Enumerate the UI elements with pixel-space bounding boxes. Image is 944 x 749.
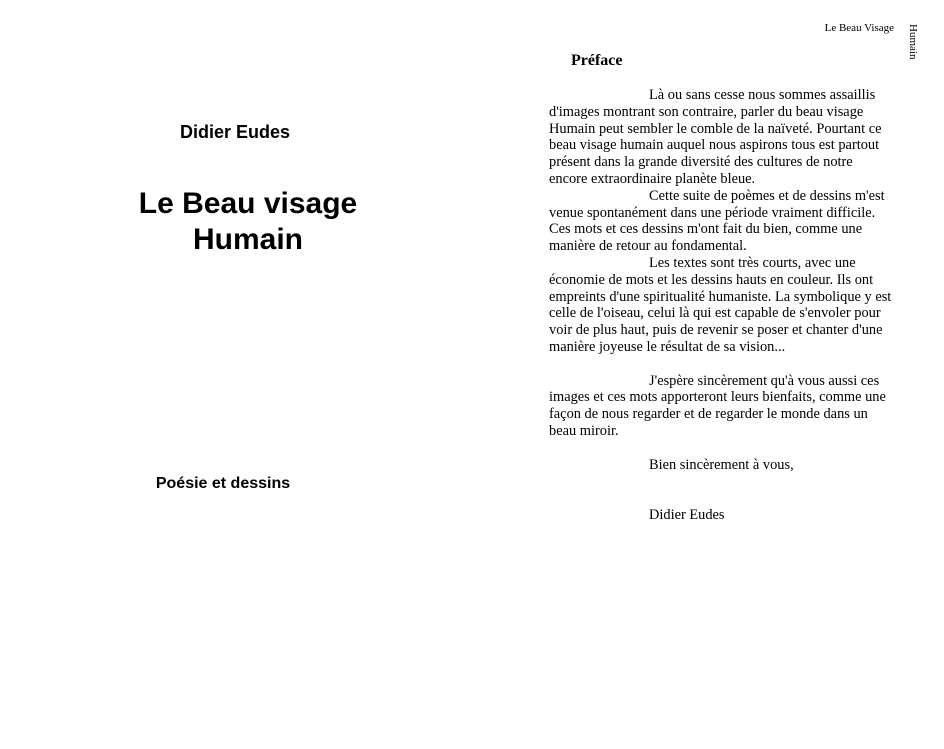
preface-page bbox=[472, 0, 944, 749]
closing-line: Bien sincèrement à vous, bbox=[649, 457, 794, 473]
preface-paragraph: Cette suite de poèmes et de dessins m'est venue spontanément dans une période vraiment difficile. Ces mots et ces dessins m'ont fait du bien, comme une manière de retour au fondamental. bbox=[549, 187, 885, 255]
cover-title bbox=[100, 186, 396, 258]
preface-paragraph: J'espère sincèrement qu'à vous aussi ces images et ces mots apporteront leurs bienfaits, comme une façon de nous regarder et de regarder le monde dans un beau miroir. bbox=[549, 372, 886, 439]
cover-title-line-1: Le Beau visage bbox=[138, 187, 358, 220]
signature: Didier Eudes bbox=[649, 507, 725, 523]
side-tab: Humain bbox=[907, 24, 919, 60]
cover-subtitle: Poésie et dessins bbox=[155, 475, 291, 492]
preface-paragraph: Les textes sont très courts, avec une économie de mots et les dessins hauts en couleur. Ils ont empreints d'une spiritualité humaniste. La symbolique y est celle de l'oiseau, celui là qui est capable de s'envoler pour voir de plus haut, puis de revenir se poser et chanter d'une manière joyeuse le résultat de sa vision... bbox=[549, 254, 892, 355]
preface-body bbox=[549, 87, 894, 440]
running-head: Le Beau Visage bbox=[824, 22, 894, 34]
cover-author: Didier Eudes bbox=[179, 122, 291, 142]
preface-heading: Préface bbox=[571, 52, 623, 69]
preface-paragraph: Là ou sans cesse nous sommes assaillis d'images montrant son contraire, parler du beau visage Humain peut sembler le comble de la naïveté. Pourtant ce beau visage humain auquel nous aspirons tous est partout présent dans la grande diversité des cultures de notre encore extraordinaire planète bleue. bbox=[549, 87, 882, 187]
cover-title-line-2: Humain bbox=[192, 223, 303, 256]
